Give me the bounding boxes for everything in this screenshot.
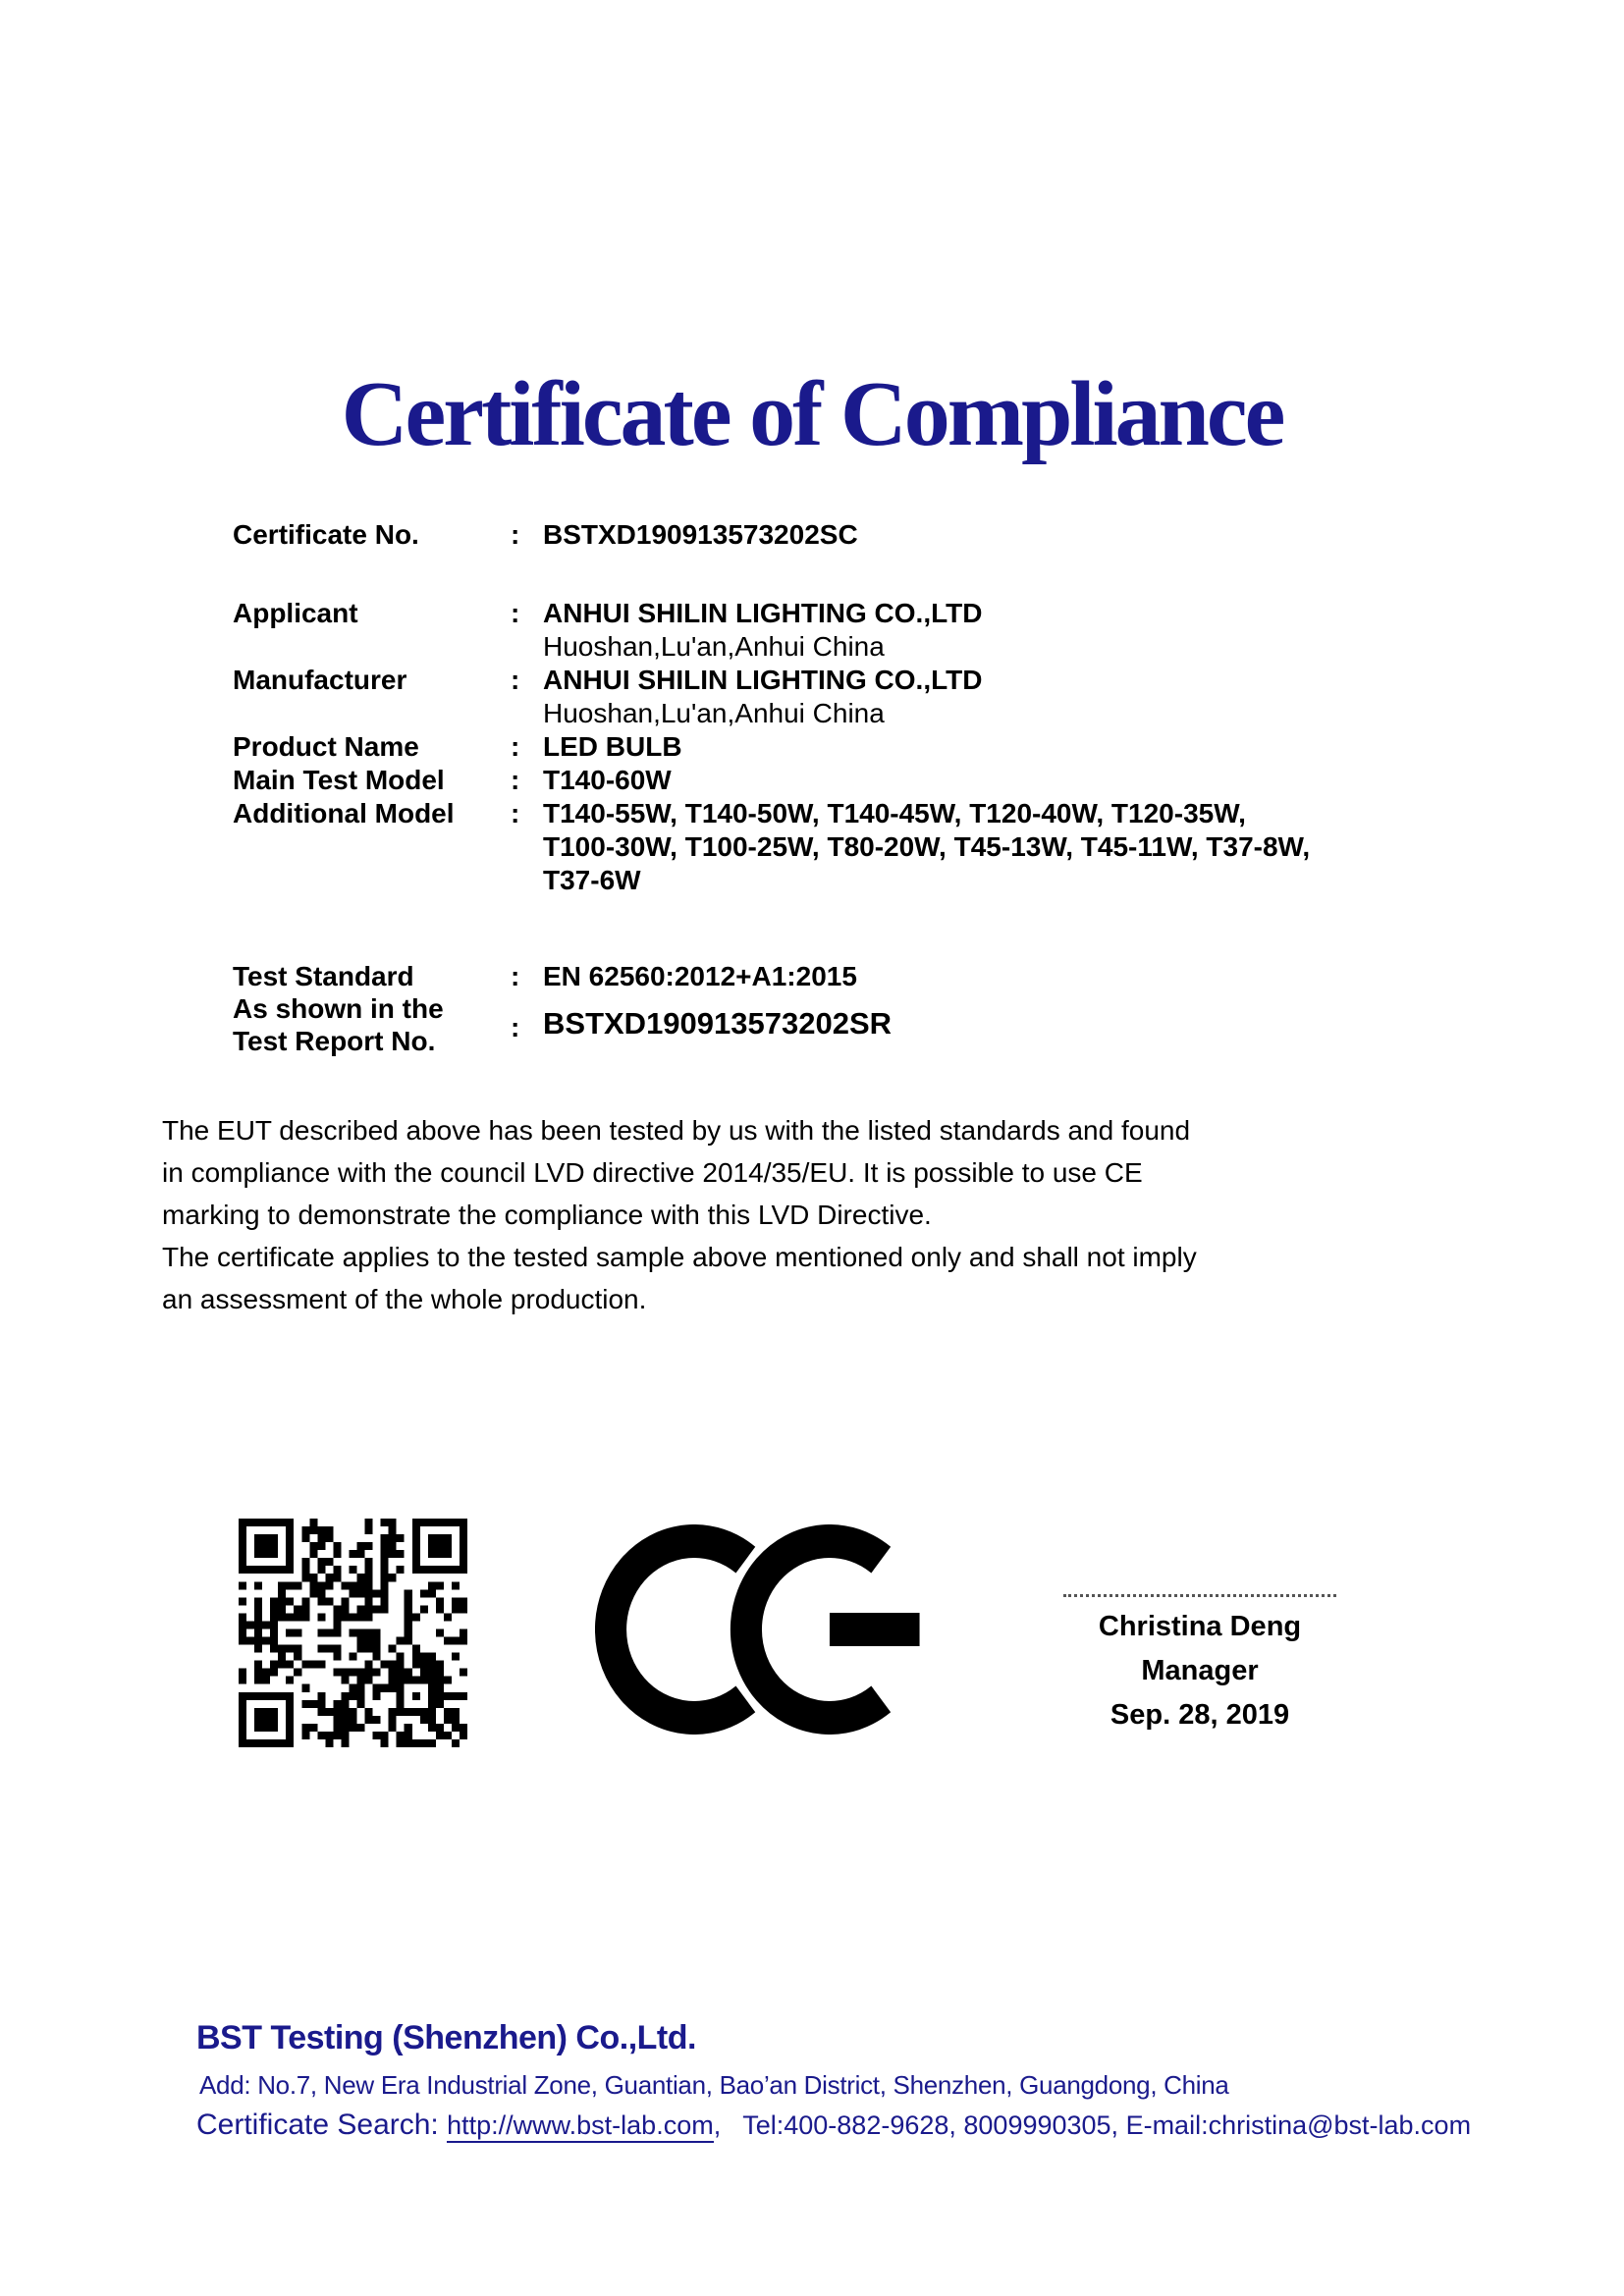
- field-label-test-standard: Test Standard: [233, 961, 414, 991]
- colon: :: [511, 598, 520, 628]
- field-value-additional-model-line2: T100-30W, T100-25W, T80-20W, T45-13W, T45-11W, T37-8W,: [543, 831, 1311, 862]
- signer-role: Manager: [1141, 1655, 1259, 1686]
- field-value-additional-model-line1: T140-55W, T140-50W, T140-45W, T120-40W, T120-35W,: [543, 798, 1246, 828]
- colon: :: [511, 665, 520, 695]
- field-value-certificate-no: BSTXD190913573202SC: [543, 519, 858, 550]
- signature-block: [1029, 1590, 1371, 1737]
- footer-contact-info: , Tel:400-882-9628, 8009990305, E-mail:christina@bst-lab.com: [713, 2110, 1472, 2140]
- colon: :: [511, 961, 520, 991]
- field-value-test-report-no: BSTXD190913573202SR: [543, 1006, 893, 1041]
- field-row-product-name: [233, 730, 1440, 764]
- field-value-additional-model-line3: T37-6W: [543, 865, 641, 895]
- field-label-as-shown: As shown in the: [233, 993, 444, 1024]
- test-standard-block: [233, 960, 1440, 1078]
- statement-line: an assessment of the whole production.: [162, 1284, 647, 1314]
- compliance-statement: [162, 1109, 1468, 1320]
- field-label-additional-model: Additional Model: [233, 798, 455, 828]
- field-sub-manufacturer-address: Huoshan,Lu'an,Anhui China: [543, 698, 885, 728]
- field-row-certificate-no: [233, 518, 1440, 552]
- statement-line: The EUT described above has been tested by us with the listed standards and found: [162, 1115, 1191, 1146]
- field-sub-applicant-address: Huoshan,Lu'an,Anhui China: [543, 631, 885, 662]
- field-row-manufacturer: [233, 664, 1440, 730]
- field-label-certificate-no: Certificate No.: [233, 519, 419, 550]
- field-label-manufacturer: Manufacturer: [233, 665, 407, 695]
- certificate-search-label: Certificate Search:: [196, 2109, 448, 2141]
- field-value-manufacturer: ANHUI SHILIN LIGHTING CO.,LTD: [543, 665, 983, 695]
- colon: :: [511, 519, 520, 550]
- signer-name: Christina Deng: [1098, 1611, 1302, 1642]
- field-label-product-name: Product Name: [233, 731, 419, 762]
- colon: :: [511, 798, 520, 828]
- footer-address: Add: No.7, New Era Industrial Zone, Guantian, Bao’an District, Shenzhen, Guangdong, China: [199, 2070, 1229, 2100]
- certificate-search-link[interactable]: http://www.bst-lab.com: [447, 2110, 714, 2143]
- footer-company-name: BST Testing (Shenzhen) Co.,Ltd.: [196, 2019, 696, 2056]
- colon: :: [511, 731, 520, 762]
- field-label-applicant: Applicant: [233, 598, 358, 628]
- field-row-main-test-model: [233, 764, 1440, 797]
- signature-line: [1063, 1590, 1336, 1597]
- ce-mark: [595, 1524, 929, 1739]
- certificate-info: [233, 518, 1440, 1078]
- qr-code: [239, 1519, 467, 1747]
- statement-line: marking to demonstrate the compliance with this LVD Directive.: [162, 1200, 932, 1230]
- field-value-applicant: ANHUI SHILIN LIGHTING CO.,LTD: [543, 598, 983, 628]
- field-value-test-standard: EN 62560:2012+A1:2015: [543, 961, 857, 991]
- certificate-title: Certificate of Compliance: [341, 363, 1283, 465]
- colon: :: [511, 1012, 520, 1042]
- footer-certificate-search: [196, 2109, 1471, 2142]
- colon: :: [511, 765, 520, 795]
- field-label-main-test-model: Main Test Model: [233, 765, 445, 795]
- field-value-product-name: LED BULB: [543, 731, 682, 762]
- signature-date: Sep. 28, 2019: [1110, 1699, 1290, 1731]
- field-row-applicant: [233, 597, 1440, 664]
- field-value-main-test-model: T140-60W: [543, 765, 672, 795]
- field-row-additional-model: [233, 797, 1440, 897]
- field-label-test-report-no: Test Report No.: [233, 1026, 436, 1056]
- statement-line: in compliance with the council LVD directive 2014/35/EU. It is possible to use CE: [162, 1157, 1143, 1188]
- statement-line: The certificate applies to the tested sample above mentioned only and shall not imply: [162, 1242, 1197, 1272]
- ce-mark-icon: [595, 1524, 929, 1735]
